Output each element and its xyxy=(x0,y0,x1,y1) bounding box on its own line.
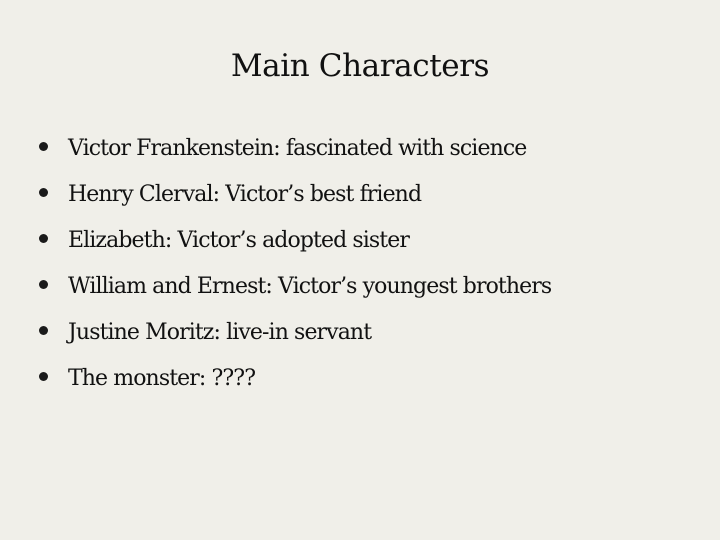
bullet-dot xyxy=(39,372,48,381)
bullet-dot xyxy=(39,326,48,335)
slide-title-text: Main Characters xyxy=(230,48,490,84)
bullet-dot xyxy=(39,234,48,243)
list-item xyxy=(0,310,720,356)
bullet-text: Justine Moritz: live-in servant xyxy=(68,320,372,345)
bullet-text: Henry Clerval: Victor’s best friend xyxy=(68,182,422,207)
list-item xyxy=(0,356,720,402)
bullet-text: Elizabeth: Victor’s adopted sister xyxy=(68,228,409,253)
bullet-text: Victor Frankenstein: fascinated with science xyxy=(68,136,527,161)
list-item xyxy=(0,264,720,310)
bullet-dot xyxy=(39,280,48,289)
slide-title xyxy=(0,40,720,92)
bullet-text: The monster: ???? xyxy=(68,366,256,391)
list-item xyxy=(0,172,720,218)
bullet-text: William and Ernest: Victor’s youngest brothers xyxy=(68,274,552,299)
bullet-list xyxy=(0,126,720,402)
bullet-dot xyxy=(39,142,48,151)
list-item xyxy=(0,126,720,172)
bullet-dot xyxy=(39,188,48,197)
list-item xyxy=(0,218,720,264)
